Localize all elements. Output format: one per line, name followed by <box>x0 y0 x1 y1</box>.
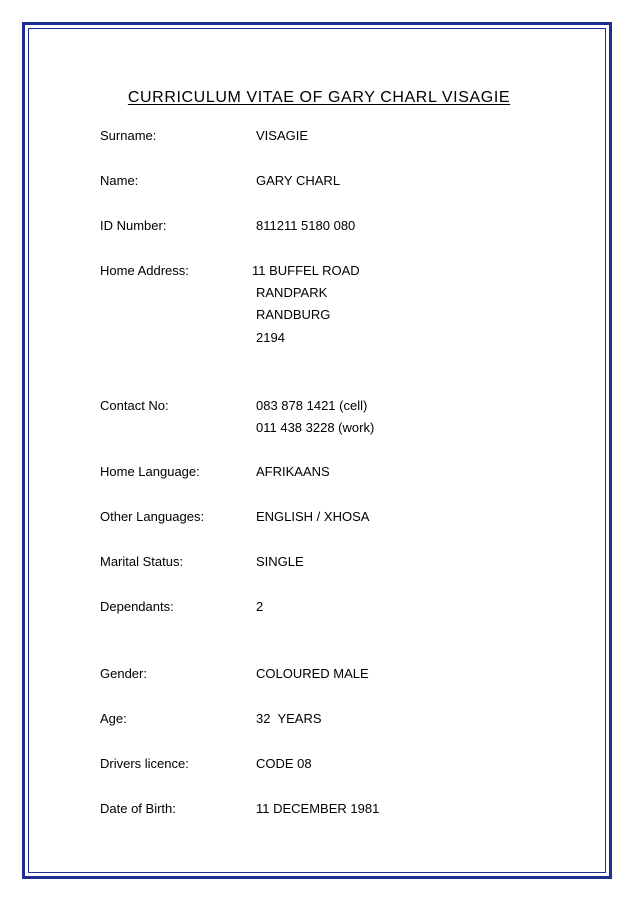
dependants-label: Dependants: <box>100 599 174 614</box>
id-number-value: 811211 5180 080 <box>256 218 356 233</box>
page-border-inner <box>28 28 606 873</box>
dependants-value: 2 <box>256 599 264 614</box>
surname-value: VISAGIE <box>256 128 309 143</box>
drivers-licence-value: CODE 08 <box>256 756 312 771</box>
other-languages-label: Other Languages: <box>100 509 205 524</box>
id-number-label: ID Number: <box>100 218 167 233</box>
home-address-line-4: 2194 <box>256 330 285 345</box>
date-of-birth-label: Date of Birth: <box>100 801 176 816</box>
marital-status-value: SINGLE <box>256 554 304 569</box>
surname-label: Surname: <box>100 128 157 143</box>
home-address-line-3: RANDBURG <box>256 307 331 322</box>
home-language-label: Home Language: <box>100 464 200 479</box>
age-label: Age: <box>100 711 127 726</box>
date-of-birth-value: 11 DECEMBER 1981 <box>256 801 380 816</box>
other-languages-value: ENGLISH / XHOSA <box>256 509 370 524</box>
drivers-licence-label: Drivers licence: <box>100 756 189 771</box>
home-address-line-1: 11 BUFFEL ROAD <box>252 263 360 278</box>
home-language-value: AFRIKAANS <box>256 464 330 479</box>
marital-status-label: Marital Status: <box>100 554 184 569</box>
home-address-line-2: RANDPARK <box>256 285 328 300</box>
contact-no-cell: 083 878 1421 (cell) <box>256 398 368 413</box>
contact-no-label: Contact No: <box>100 398 169 413</box>
document-title: CURRICULUM VITAE OF GARY CHARL VISAGIE <box>127 89 511 106</box>
home-address-label: Home Address: <box>100 263 189 278</box>
gender-label: Gender: <box>100 666 147 681</box>
age-value: 32 YEARS <box>256 711 322 726</box>
contact-no-work: 011 438 3228 (work) <box>256 420 375 435</box>
name-value: GARY CHARL <box>256 173 341 188</box>
name-label: Name: <box>100 173 139 188</box>
gender-value: COLOURED MALE <box>256 666 369 681</box>
